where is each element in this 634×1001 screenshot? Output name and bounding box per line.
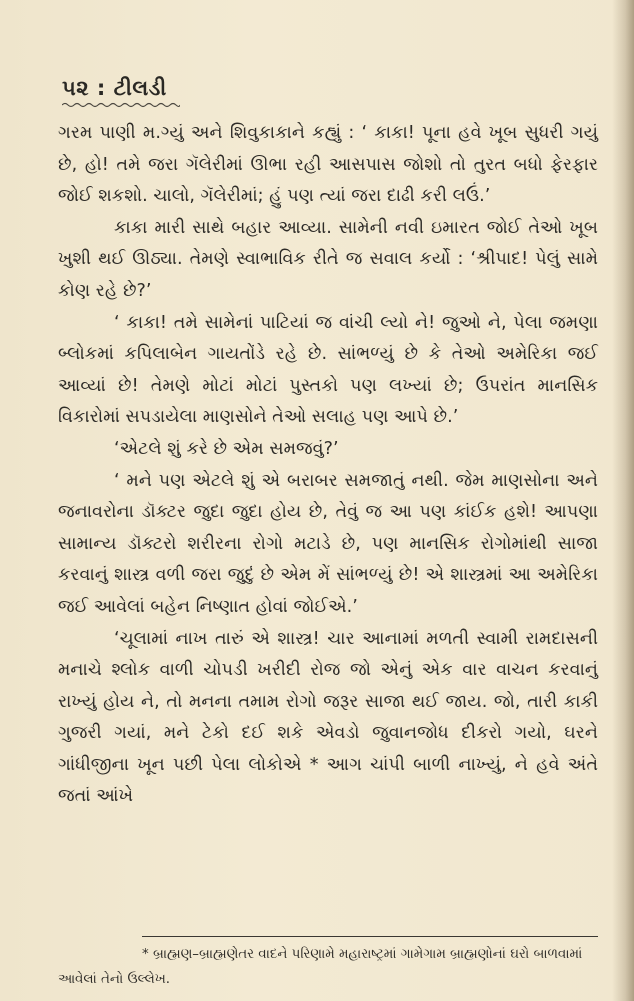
paragraph-5: ‘ મને પણ એટલે શું એ બરાબર સમજાતું નથી. જેમ માણસોના અને જનાવરોના ડૉક્ટર જુદા જુદા હોય છે, તેવું જ આ પણ કાંઈક હશે! આપણા સામાન્ય ડૉક્ટરો શરીરના રોગો મટાડે છે, પણ માનસિક રોગોમાંથી સાજા કરવાનું શાસ્ત્ર વળી જરા જુદું છે એમ મેં સાંભળ્યું છે! એ શાસ્ત્રમાં આ અમેરિકા જઈ આવેલાં બહેન નિષ્ણાત હોવાં જોઈએ.’ (58, 470, 598, 617)
paragraph-6: ‘ચૂલામાં નાખ તારું એ શાસ્ત્ર! ચાર આનામાં મળતી સ્વામી રામદાસની મનાચે શ્લોક વાળી ચોપડી ખરીદી રોજ જો એનું એક વાર વાચન કરવાનું રાખ્યું હોય ને, તો મનના તમામ રોગો જરૂર સાજા થઈ જાય. જો, તારી કાકી ગુજરી ગયાં, મને ટેકો દઈ શકે એવડો જુવાનજોધ દીકરો ગયો, ઘરને ગાંધીજીના ખૂન પછી પેલા લોકોએ * આગ ચાંપી બાળી નાખ્યું, ને હવે અંતે જતાં આંખે (58, 628, 598, 807)
body-text (58, 118, 598, 813)
page-gutter-shadow (612, 0, 634, 1001)
paragraph-2: કાકા મારી સાથે બહાર આવ્યા. સામેની નવી ઇમારત જોઈ તેઓ ખૂબ ખુશી થઈ ઊઠ્યા. તેમણે સ્વાભાવિક રીતે જ સવાલ કર્યો : ‘શ્રીપાદ! પેલું સામે કોણ રહે છે?’ (58, 217, 598, 301)
footnote-text: * બ્રાહ્મણ–બ્રાહ્મણેતર વાદને પરિણામે મહારાષ્ટ્રમાં ગામેગામ બ્રાહ્મણોનાં ઘરો બાળવામાં આવેલાં તેનો ઉલ્લેખ. (58, 947, 583, 987)
running-head-wavy-rule (62, 102, 180, 108)
running-head: ૫૨ : ટીલડી (62, 76, 167, 100)
paragraph-4: ‘એટલે શું કરે છે એમ સમજવું?’ (114, 438, 339, 459)
paragraph-3: ‘ કાકા! તમે સામેનાં પાટિયાં જ વાંચી લ્યો ને! જુઓ ને, પેલા જમણા બ્લોકમાં કપિલાબેન ગાયતોંડે રહે છે. સાંભળ્યું છે કે તેઓ અમેરિકા જઈ આવ્યાં છે! તેમણે મોટાં મોટાં પુસ્તકો પણ લખ્યાં છે; ઉપરાંત માનસિક વિકારોમાં સપડાયેલા માણસોને તેઓ સલાહ પણ આપે છે.’ (58, 312, 598, 428)
footnote-divider (142, 936, 598, 937)
paragraph-1: ગરમ પાણી મ.ગ્યું અને શિવુકાકાને કહ્યું : ‘ કાકા! પૂના હવે ખૂબ સુધરી ગયું છે, હો! તમે જરા ગૅલેરીમાં ઊભા રહી આસપાસ જોશો તો તુરત બધો ફેરફાર જોઈ શકશો. ચાલો, ગૅલેરીમાં; હું પણ ત્યાં જરા દાઢી કરી લઉં.’ (58, 123, 598, 207)
footnote (58, 942, 598, 992)
